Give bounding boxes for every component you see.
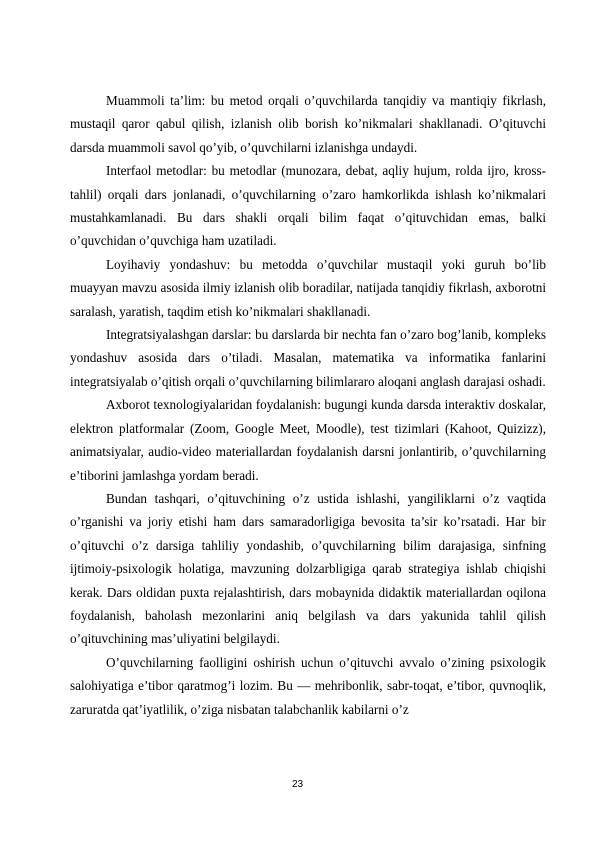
- paragraph-teacher-self-development: Bundan tashqari, o’qituvchining o’z ustida ishlashi, yangiliklarni o’z vaqtida o’rganishi va joriy etishi ham dars samaradorligiga bevosita ta’sir ko’rsatadi. Har bir o’qituvchi o’z darsiga tahliliy yondashib, o’quvchilarning bilim darajasiga, sinfning ijtimoiy-psixologik holatiga, mavzuning dolzarbligiga qarab strategiya ishlab chiqishi kerak. Dars oldidan puxta rejalashtirish, dars mobaynida didaktik materiallardan oqilona foydalanish, baholash mezonlarini aniq belgilash va dars yakunida tahlil qilish o’qituvchining mas’uliyatini belgilaydi.: [70, 490, 546, 647]
- paragraph-information-technologies: Axborot texnologiyalaridan foydalanish: bugungi kunda darsda interaktiv doskalar, elektron platformalar (Zoom, Google Meet, Moodle), test tizimlari (Kahoot, Quizizz), animatsiyalar, audio-video materiallardan foydalanish darsni jonlantirib, o’quvchilarning e’tiborini jamlashga yordam beradi.: [70, 397, 546, 483]
- page-number: 23: [291, 779, 304, 790]
- paragraph-project-approach: Loyihaviy yondashuv: bu metodda o’quvchilar mustaqil yoki guruh bo’lib muayyan mavzu asosida ilmiy izlanish olib boradilar, natijada tanqidiy fikrlash, axborotni saralash, yaratish, taqdim etish ko’nikmalari shakllanadi.: [70, 256, 546, 319]
- paragraph-student-activity: O’quvchilarning faolligini oshirish uchun o’qituvchi avvalo o’zining psixologik salohiyatiga e’tibor qaratmog’i lozim. Bu — mehribonlik, sabr-toqat, e’tibor, quvnoqlik, zaruratda qat’iyatlilik, o’ziga nisbatan talabchanlik kabilarni o’z: [70, 654, 546, 717]
- paragraph-integrated-lessons: Integratsiyalashgan darslar: bu darslarda bir nechta fan o’zaro bog’lanib, kompleks yondashuv asosida dars o’tiladi. Masalan, matematika va informatika fanlarini integratsiyalab o’qitish orqali o’quvchilarning bilimlararo aloqani anglash darajasi oshadi.: [70, 327, 546, 389]
- paragraph-interactive-methods: Interfaol metodlar: bu metodlar (munozara, debat, aqliy hujum, rolda ijro, kross-tahlil) orqali dars jonlanadi, o’quvchilarning o’zaro hamkorlikda ishlash ko’nikmalari mustahkamlanadi. Bu dars shakli orqali bilim faqat o’qituvchidan emas, balki o’quvchidan o’quvchiga ham uzatiladi.: [70, 163, 546, 249]
- body-text: [70, 89, 546, 721]
- paragraph-problem-based-learning: Muammoli ta’lim: bu metod orqali o’quvchilarda tanqidiy va mantiqiy fikrlash, mustaqil qaror qabul qilish, izlanish olib borish ko’nikmalari shakllanadi. O’qituvchi darsda muammoli savol qo’yib, o’quvchilarni izlanishga undaydi.: [70, 93, 546, 155]
